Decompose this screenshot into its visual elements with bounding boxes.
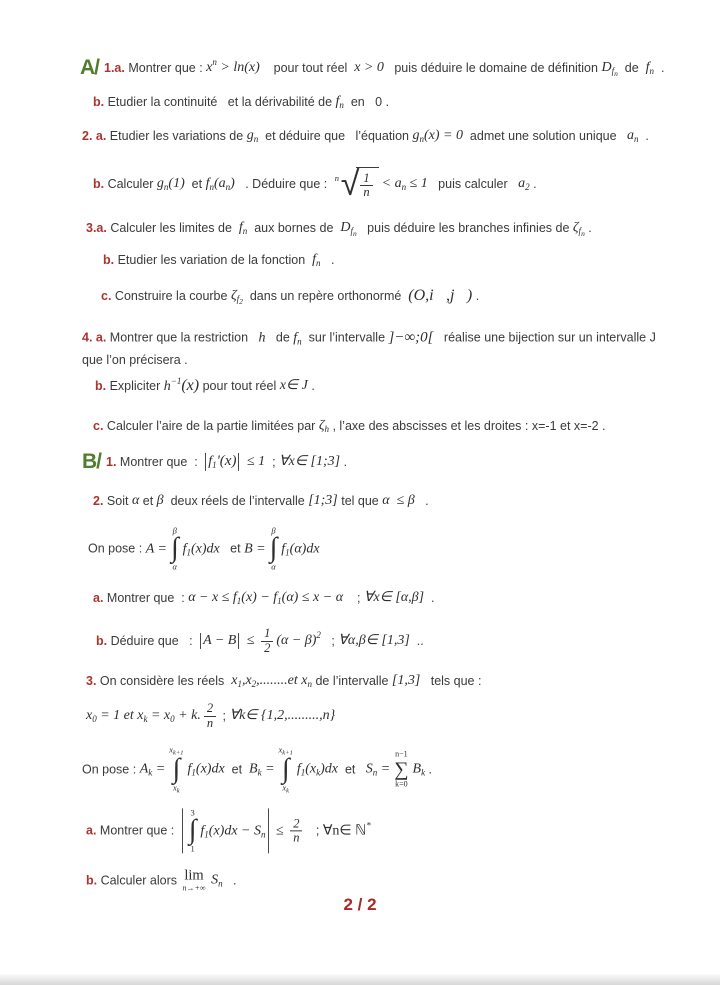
math-run: $(\alpha - \beta)^2$ — [276, 629, 321, 648]
text-run: et — [184, 176, 206, 191]
question-A-3a — [86, 220, 592, 236]
subscript: 1 — [237, 678, 242, 689]
numerator: 1 — [363, 170, 370, 185]
subscript: 0 — [92, 713, 97, 724]
math-run: $g_n(x) = 0$ — [412, 127, 463, 144]
integral — [189, 808, 197, 853]
math-run: ∀k∈ {1,2,.........,n} — [229, 707, 336, 723]
text-run: Construire la courbe — [111, 288, 231, 303]
subscript: n — [163, 181, 169, 192]
question-number: 2. — [93, 493, 104, 508]
math-run: $a_2$ — [518, 175, 530, 192]
text-run: Montrer que : — [124, 60, 207, 75]
math-run: $f_n$ — [238, 219, 248, 236]
abs-bar-icon — [238, 633, 239, 649]
question-number: 3.a. — [86, 220, 107, 235]
subscript: k — [257, 767, 262, 778]
absolute-value-group — [203, 453, 241, 470]
subscript: n — [339, 99, 344, 110]
text-run: Montrer que : — [96, 823, 178, 838]
text-run: Montrer que la restriction — [106, 330, 259, 345]
text-run: Montrer que : — [103, 590, 189, 605]
text-run: . — [320, 252, 335, 267]
math-run: ]−∞;0[ — [388, 329, 434, 346]
math-run: $f_n$ — [293, 329, 302, 346]
text-run: en 0 . — [343, 94, 390, 109]
subscript: 2 — [525, 181, 530, 192]
abs-bar-icon — [205, 453, 206, 470]
abs-bar-icon — [268, 808, 269, 853]
question-number: 2. a. — [82, 128, 107, 143]
question-number: b. — [93, 176, 105, 191]
math-run: $x^n > \ln(x)$ — [206, 56, 260, 75]
text-run: , l’axe des abscisses et les droites : x=-1 et x=-2 . — [328, 418, 606, 433]
text-run: de — [265, 330, 294, 345]
math-run: A − B — [203, 632, 237, 648]
text-run: et — [139, 493, 157, 508]
math-run: $x_0 = 1$ et $x_k = x_0 + k$. — [86, 707, 201, 724]
subscript: 1 — [191, 767, 196, 778]
math-run: $x_1,x_2,........et$ $x_n$ — [231, 672, 312, 689]
text-run: que l’on précisera . — [82, 352, 188, 367]
definition-Ak-Bk-Sn — [82, 746, 432, 795]
text-run: de — [617, 60, 646, 75]
math-run: (O,i⃗,j⃗) — [408, 286, 473, 304]
math-run: A = — [145, 540, 167, 556]
question-number: 4. a. — [82, 330, 107, 345]
text-run: . — [638, 128, 649, 143]
math-run: $D_{f_n}$ — [601, 59, 618, 78]
math-run: $\alpha - x \le f_1(x) - f_1(\alpha) \le x - \alpha$ — [188, 589, 344, 606]
text-run: ; — [219, 708, 230, 723]
question-number: c. — [101, 288, 112, 303]
math-run: $h^{-1}(x)$ — [163, 375, 200, 394]
text-run: . — [424, 590, 435, 605]
subscript: n — [261, 828, 266, 839]
text-run: ; — [265, 454, 280, 469]
question-number: b. — [95, 378, 107, 393]
text-run: On considère les réels — [96, 673, 232, 688]
math-run: $f_1(x)dx$ — [182, 540, 220, 557]
text-run: sur l’intervalle — [301, 330, 389, 345]
question-A-4a-cont — [82, 353, 188, 367]
upper-bound: 3 — [190, 807, 195, 818]
math-run: [1,3] — [391, 672, 421, 688]
text-run: ; — [343, 590, 364, 605]
question-A-3c — [101, 287, 479, 305]
numerator: 2 — [206, 701, 214, 715]
fraction — [290, 817, 302, 845]
text-run: . — [340, 454, 348, 469]
text-run: . — [472, 288, 480, 303]
math-run: $f_n$ — [335, 93, 344, 110]
subscript: 1 — [186, 546, 191, 557]
question-number: b. — [93, 94, 105, 109]
math-run: ∀x∈ [1;3] — [279, 453, 341, 469]
page-number: 2 / 2 — [343, 895, 377, 914]
subscript: 1 — [277, 595, 282, 606]
question-A-4a — [82, 329, 656, 346]
text-run: et — [224, 762, 249, 777]
text-run: Soit — [103, 493, 132, 508]
text-run: . — [307, 378, 315, 393]
question-A-2b — [93, 164, 537, 204]
text-run: et — [219, 541, 245, 556]
fraction — [204, 702, 216, 730]
math-run: $f_1(x)dx - S_n$ — [200, 822, 266, 839]
math-run: $f_n$ — [645, 59, 655, 76]
math-run: h — [258, 329, 266, 345]
text-run: réalise une bijection sur un intervalle J — [433, 330, 656, 345]
subscript: k — [316, 767, 321, 778]
question-A-2a — [82, 128, 649, 144]
text-run: Calculer l’aire de la partie limitées par — [103, 418, 319, 433]
subscript: fn — [350, 225, 357, 238]
subscript: n — [297, 335, 302, 346]
math-run: ∀n∈ ℕ* — [322, 819, 371, 838]
question-number: a. — [93, 590, 104, 605]
radical-icon: √ — [340, 164, 360, 204]
lower-bound: α — [172, 561, 177, 572]
math-run: ∀x∈ [α,β] — [363, 589, 425, 605]
text-run: On pose : — [88, 541, 146, 556]
math-run: $S_n$ — [207, 871, 223, 888]
subscript: n — [316, 257, 321, 268]
limit-operator: lim n→+∞ — [182, 867, 206, 892]
text-run: tel que — [337, 493, 383, 508]
definition-A-B — [88, 526, 320, 571]
superscript: 2 — [316, 629, 321, 640]
math-run: ∀α,β∈ [1,3] — [338, 632, 410, 648]
numerator: 2 — [293, 816, 300, 830]
integral — [169, 746, 183, 795]
question-number: b. — [86, 872, 98, 887]
math-run: ≤ — [272, 822, 288, 838]
sequence-definition — [86, 702, 335, 730]
math-run: $f_1(x_k)dx$ — [296, 761, 338, 778]
upper-bound: β — [172, 525, 177, 536]
fraction — [261, 627, 273, 655]
lower-bound: 1 — [190, 843, 195, 854]
lower-bound: k=0 — [395, 779, 408, 789]
text-run: . Déduire que : — [234, 176, 331, 191]
upper-bound: $x_{k+1}$ — [278, 744, 293, 757]
question-number: c. — [93, 418, 104, 433]
question-A-4b — [95, 377, 315, 395]
text-run: . — [654, 60, 665, 75]
page-bottom-edge — [0, 974, 720, 985]
fraction — [360, 172, 372, 200]
question-number: a. — [86, 823, 97, 838]
superscript: −1 — [170, 375, 182, 386]
nth-root — [334, 164, 379, 204]
question-number: 1. — [106, 454, 117, 469]
math-run: $B_k$ = — [249, 761, 275, 778]
math-run: x∈ J — [279, 377, 308, 393]
math-run: β — [156, 492, 164, 508]
question-B-2b — [96, 627, 424, 655]
text-run: et — [338, 762, 366, 777]
upper-bound: n−1 — [395, 749, 408, 759]
lower-bound: α — [271, 561, 276, 572]
subscript: 1 — [204, 828, 209, 839]
section-label-A: A/ — [80, 55, 99, 79]
question-B-1 — [82, 450, 347, 474]
upper-bound: $x_{k+1}$ — [169, 744, 184, 757]
integral-icon: ∫ — [172, 753, 181, 785]
text-run: ; — [305, 823, 323, 838]
math-run: $S_n$ = — [365, 761, 391, 778]
subscript: h — [324, 423, 329, 434]
subscript: 2 — [251, 678, 257, 689]
question-number: 1.a. — [104, 60, 125, 75]
integral-icon: ∫ — [281, 753, 290, 785]
text-run: tels que : — [420, 673, 482, 688]
math-run: α — [131, 492, 140, 508]
text-run: Etudier les variation de la fonction — [114, 252, 313, 267]
question-number: b. — [103, 252, 115, 267]
text-run: . — [584, 220, 592, 235]
subscript: 1 — [285, 546, 290, 557]
text-run: .. — [409, 633, 424, 648]
math-run: B = — [244, 540, 266, 556]
text-run: deux réels de l’intervalle — [163, 493, 309, 508]
text-run: puis calculer — [427, 176, 519, 191]
question-A-1b — [93, 94, 389, 110]
question-A-1a — [80, 56, 664, 80]
question-B-3 — [86, 673, 481, 689]
text-run: . — [414, 493, 429, 508]
subscript: n — [633, 133, 639, 144]
math-run: $g_n$ — [246, 127, 259, 144]
abs-bar-icon — [200, 633, 201, 649]
abs-bar-icon — [238, 453, 239, 470]
question-number: b. — [96, 633, 108, 648]
math-run: $B_k$ — [412, 761, 426, 778]
absolute-value-group — [198, 633, 241, 649]
sigma-icon: ∑ — [394, 758, 409, 781]
summation — [394, 751, 408, 790]
integral — [279, 746, 293, 795]
math-run: $D_{f_n}$ — [340, 219, 357, 238]
math-run: $f_1'(x)$ — [208, 453, 237, 471]
text-run: . — [222, 872, 237, 887]
text-run: On pose : — [82, 762, 140, 777]
math-run: α ≤ β — [382, 492, 415, 508]
lower-bound: $x_k$ — [173, 782, 180, 795]
text-run: Déduire que : — [107, 633, 197, 648]
subscript: k — [421, 767, 426, 778]
math-run: x > 0 — [354, 59, 384, 75]
text-run: pour tout réel — [199, 378, 280, 393]
subscript: 1 — [212, 460, 217, 471]
subscript: fn — [578, 225, 585, 238]
subscript: n — [307, 678, 312, 689]
math-run: $\zeta_{f_2}$ — [230, 287, 243, 306]
question-B-3b — [86, 868, 237, 892]
subscript: n — [372, 767, 378, 778]
subscript: n — [649, 65, 655, 76]
subscript: n — [225, 181, 231, 192]
question-B-3a — [86, 808, 371, 853]
math-run: $f_n(a_n)$ — [205, 175, 235, 192]
text-run: et déduire que l’équation — [258, 128, 413, 143]
math-run: < $a_n \le 1$ — [381, 175, 428, 192]
math-run: $a_n$ — [626, 127, 639, 144]
text-run: Expliciter — [106, 378, 164, 393]
text-run: Etudier les variations de — [106, 128, 247, 143]
integral-icon: ∫ — [170, 532, 179, 564]
subscript: fn — [611, 65, 618, 78]
subscript: n — [209, 181, 214, 192]
integral-icon: ∫ — [188, 814, 197, 846]
subscript: f2 — [236, 293, 243, 306]
text-run: de l’intervalle — [312, 673, 392, 688]
math-run: $f_1(\alpha)dx$ — [281, 540, 320, 557]
superscript: * — [366, 819, 371, 830]
section-label-B: B/ — [82, 449, 101, 473]
math-run: $f_n$ — [312, 251, 321, 268]
math-run: ≤ 1 — [243, 453, 266, 469]
question-B-2 — [93, 493, 429, 509]
math-run: $\zeta_h$ — [318, 417, 329, 434]
text-run: ; — [320, 633, 339, 648]
subscript: n — [253, 133, 259, 144]
subscript: n — [242, 225, 248, 236]
upper-bound: β — [271, 525, 276, 536]
subscript: 1 — [236, 595, 242, 606]
text-run: Etudier la continuité et la dérivabilité de — [104, 94, 336, 109]
integral — [171, 526, 179, 571]
integral-icon: ∫ — [269, 532, 278, 564]
text-run: Calculer — [104, 176, 157, 191]
subscript: n — [401, 181, 407, 192]
integral — [270, 526, 278, 571]
subscript: n — [218, 877, 223, 888]
lower-bound: $x_k$ — [282, 782, 289, 795]
subscript: 1 — [300, 767, 306, 778]
text-run: admet une solution unique — [462, 128, 627, 143]
text-run: Calculer les limites de — [106, 220, 239, 235]
text-run: Montrer que : — [116, 454, 202, 469]
absolute-value-group — [180, 808, 271, 853]
root-index: n — [334, 173, 339, 183]
question-A-4c — [93, 418, 606, 434]
text-run: dans un repère orthonormé — [242, 288, 409, 303]
question-B-2a — [93, 590, 435, 606]
subscript: n — [419, 133, 424, 144]
text-run: . — [425, 762, 433, 777]
text-run: . — [529, 176, 537, 191]
math-run: $g_n(1)$ — [156, 175, 185, 192]
text-run: puis déduire le domaine de définition — [383, 60, 602, 75]
denominator: n — [360, 185, 372, 200]
numerator: 1 — [264, 626, 271, 640]
superscript: n — [212, 56, 217, 67]
denominator: n — [204, 716, 216, 731]
abs-bar-icon — [182, 808, 183, 853]
math-run: $f_1(x)dx$ — [187, 761, 225, 778]
math-run: $A_k$ = — [139, 761, 166, 778]
denominator: 2 — [261, 641, 273, 656]
math-run: ≤ — [243, 632, 259, 648]
subscript: k — [143, 713, 148, 724]
subscript: k — [148, 767, 153, 778]
subscript: 0 — [170, 713, 175, 724]
text-run: puis déduire les branches infinies de — [356, 220, 573, 235]
text-run: Calculer alors — [97, 872, 181, 887]
text-run: pour tout réel — [259, 60, 355, 75]
question-A-3b — [103, 252, 334, 268]
math-run: $\zeta_{f_n}$ — [572, 219, 585, 238]
math-run: [1;3] — [308, 492, 338, 508]
question-number: 3. — [86, 673, 97, 688]
text-run: aux bornes de — [247, 220, 341, 235]
denominator: n — [290, 831, 302, 846]
